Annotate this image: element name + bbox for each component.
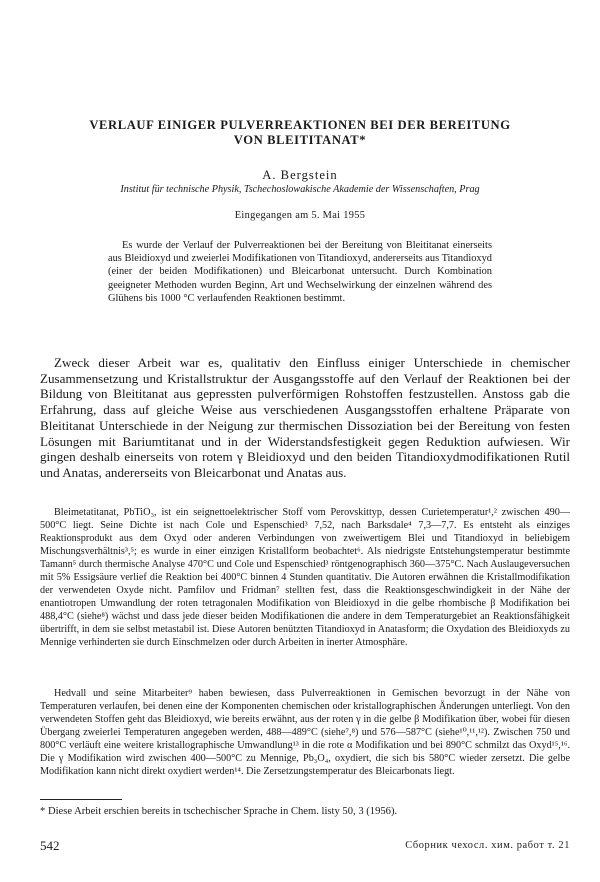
received-date: Eingegangen am 5. Mai 1955: [234, 210, 366, 221]
author: A. Bergstein: [262, 168, 338, 182]
body-paragraph-1: Bleimetatitanat, PbTiO₃, ist ein seignettoelektrischer Stoff vom Perovskittyp, dessen Curietemperatur¹,² zwischen 490—500°C liegt. Seine Dichte ist nach Cole und Espenschied³ 7,52, nach Barksdale⁴ 7,3—7,7. Es entsteht als einziges Reaktionsprodukt aus dem Oxyd oder anderen Verbindungen von zweiwertigem Blei und Titandioxyd in beliebigem Mischungsverhältnis³,⁵; es wurde in einer einzigen Kristallform beobachtet⁶. Als niedrigste Entstehungstemperatur bestimmte Tamann⁵ durch thermische Analyse 470°C und Cole und Espenschied³ röntgenographisch 360—375°C. Nach Auslaugeversuchen mit 5% Essigsäure verlief die Reaktion bei 400°C binnen 4 Stunden quantitativ. Die Autoren erwähnen die Kristallmodifikation der verwendeten Oxyde nicht. Pamfilov und Fridman⁷ stellten fest, dass die Reaktionsgeschwindigkeit in der Nähe der enantiotropen Umwandlung der roten tetragonalen Modifikation von Bleidioxyd in die gelbe rhombische β Modifikation bei 488,4°C (siehe⁸) wächst und dass jede dieser beiden Modifikationen die andere in dem Temperaturgebiet an Reaktionsfähigkeit übertrifft, in dem sie selbst metastabil ist. Diese Autoren benützten Titandioxyd in Anatasform; die Oxydation des Bleidioxyds zu Mennige verhinderten sie durch Einschmelzen oder durch Arbeiten in inerter Atmosphäre.: [40, 507, 570, 648]
paper-title: [40, 118, 560, 148]
title-line-2: VON BLEITITANAT*: [233, 133, 367, 147]
footnote: * Diese Arbeit erschien bereits in tschechischer Sprache in Chem. listy 50, 3 (1956).: [40, 806, 398, 817]
body-paragraph-2: Hedvall und seine Mitarbeiter⁹ haben bewiesen, dass Pulverreaktionen in Gemischen bevorzugt in der Nähe von Temperaturen verlaufen, bei denen eine der Komponenten chemischen oder kristallographischen Änderungen unterliegt. Von den verwendeten Stoffen geht das Bleidioxyd, wie bereits erwähnt, aus der roten γ in die gelbe β Modifikation über, wobei für diesen Übergang zweierlei Temperaturen angegeben werden, 488—489°C (siehe⁷,⁸) und 576—587°C (siehe¹⁰,¹¹,¹²). Zwischen 750 und 800°C verläuft eine weitere kristallographische Umwandlung¹³ in die rote α Modifikation und bei 890°C schmilzt das Oxyd¹⁵,¹⁶. Die γ Modifikation wird zwischen 400—500°C zu Mennige, Pb₃O₄, oxydiert, die sich bis 580°C wieder zersetzt. Die gelbe Modifikation kann nicht direkt oxydiert werden¹⁴. Die Zersetzungstemperatur des Bleicarbonats liegt.: [40, 688, 570, 777]
institute: Institut für technische Physik, Tschechoslowakische Akademie der Wissenschaften, Prag: [120, 184, 480, 195]
page-number: 542: [40, 838, 60, 853]
intro-paragraph: Zweck dieser Arbeit war es, qualitativ den Einfluss einiger Unterschiede in chemischer Zusammensetzung und Kristallstruktur der Ausgangsstoffe auf den Verlauf der Reaktionen bei der Bildung von Bleititanat aus gepressten pulverförmigen Rohstoffen festzustellen. Anstoss gab die Erfahrung, dass auf gleiche Weise aus verschiedenen Ausgangsstoffen erhaltene Präparate von Bleititanat Unterschiede in der Neigung zur thermischen Dissoziation bei der Bereitung von festen Lösungen mit Bariumtitanat und in der Widerstandsfestigkeit gegen Reduktion aufwiesen. Wir gingen deshalb einerseits von rotem γ Bleidioxyd und den beiden Titandioxydmodifikationen Rutil und Anatas, andererseits von Bleicarbonat und Anatas aus.: [40, 355, 570, 480]
footnote-rule: [40, 799, 122, 800]
title-line-1: VERLAUF EINIGER PULVERREAKTIONEN BEI DER BEREITUNG: [89, 118, 511, 132]
abstract: Es wurde der Verlauf der Pulverreaktionen bei der Bereitung von Bleititanat einerseits aus Bleidioxyd und zweierlei Modifikationen von Titandioxyd, andererseits aus Titandioxyd (einer der beiden Modifikationen) und Bleicarbonat untersucht. Durch Kombination geeigneter Methoden wurden Beginn, Art und Wechselwirkung der einzelnen während des Glühens bis 1000 °C verlaufenden Reaktionen bestimmt.: [108, 240, 492, 304]
journal-reference: Сборник чехосл. хим. работ т. 21: [405, 840, 570, 851]
